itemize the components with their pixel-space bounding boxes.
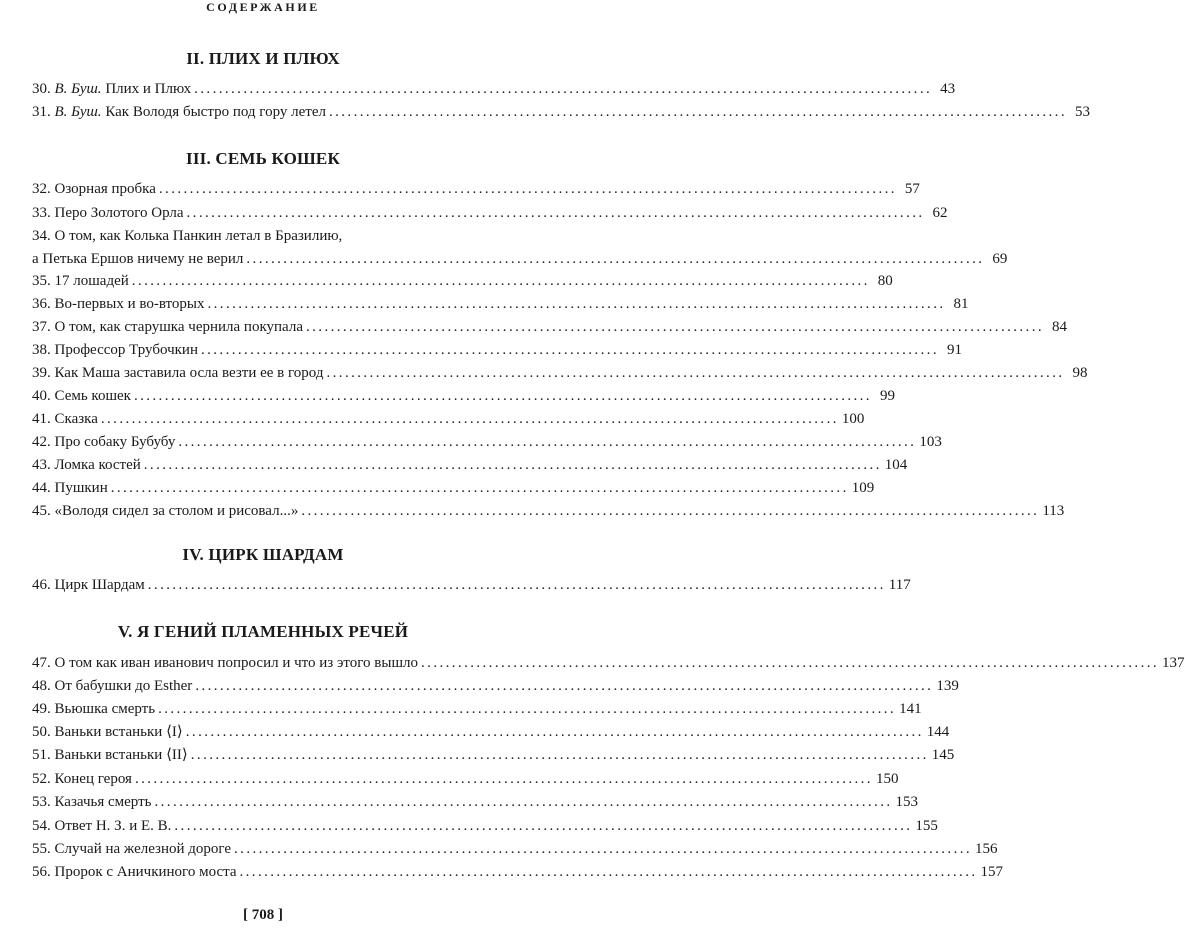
dot-leader: ........................................................................................................................	[134, 771, 873, 787]
entry-page: 117	[888, 577, 911, 593]
dot-leader: ........................................................................................................................	[110, 480, 849, 496]
toc-entry[interactable]	[32, 676, 959, 696]
dot-leader: ........................................................................................................................	[178, 434, 917, 450]
entry-title: Как Володя быстро под гору летел	[105, 104, 326, 120]
running-head: СОДЕРЖАНИЕ	[206, 0, 320, 14]
entry-number: 49.	[32, 701, 51, 717]
entry-page: 145	[931, 747, 955, 763]
entry-title: Сказка	[54, 411, 98, 427]
entry-number: 47.	[32, 655, 51, 671]
dot-leader: ........................................................................................................................	[421, 655, 1160, 671]
entry-page: 137	[1162, 655, 1185, 671]
entry-number: 44.	[32, 480, 51, 496]
toc-entry[interactable]	[32, 862, 1003, 882]
entry-number: 34.	[32, 228, 51, 244]
dot-leader: ........................................................................................................................	[194, 81, 933, 97]
entry-title: О том, как старушка чернила покупала	[54, 319, 303, 335]
section-title: IV. ЦИРК ШАРДАМ	[182, 545, 344, 564]
entry-number: 42.	[32, 434, 51, 450]
entry-number: 56.	[32, 864, 51, 880]
dot-leader: ........................................................................................................................	[195, 678, 934, 694]
toc-entry[interactable]	[32, 455, 908, 475]
entry-page: 157	[980, 864, 1003, 880]
toc-entry[interactable]	[32, 271, 893, 291]
entry-number: 33.	[32, 205, 51, 221]
entry-page: 155	[915, 818, 938, 834]
entry-title: О том как иван иванович попросил и что из этого вышло	[54, 655, 419, 671]
dot-leader: ........................................................................................................................	[143, 457, 882, 473]
entry-title: «Володя сидел за столом и рисовал...»	[54, 503, 299, 519]
dot-leader: ........................................................................................................................	[185, 724, 924, 740]
entry-page: 144	[926, 724, 950, 740]
entry-title: 17 лошадей	[54, 273, 129, 289]
entry-title: Вьюшка смерть	[54, 701, 156, 717]
dot-leader: ........................................................................................................................	[234, 841, 973, 857]
dot-leader: ........................................................................................................................	[158, 181, 897, 197]
entry-number: 36.	[32, 296, 51, 312]
dot-leader: ........................................................................................................................	[174, 818, 913, 834]
toc-entry[interactable]	[32, 102, 1090, 122]
toc-entry[interactable]	[32, 226, 1008, 269]
dot-leader: ........................................................................................................................	[301, 503, 1040, 519]
entry-title: Озорная пробка	[54, 181, 156, 197]
entry-page: 84	[1052, 319, 1067, 335]
entry-number: 30.	[32, 81, 51, 97]
entry-author: В. Буш.	[54, 81, 102, 97]
entry-title-continued: а Петька Ершов ничему не верил	[32, 251, 244, 267]
toc-entry[interactable]	[32, 792, 918, 812]
entry-author: В. Буш.	[54, 104, 102, 120]
entry-number: 32.	[32, 181, 51, 197]
page-number: [ 708 ]	[243, 907, 283, 923]
dot-leader: ........................................................................................................................	[190, 747, 929, 763]
toc-entry[interactable]	[32, 745, 955, 765]
dot-leader: ........................................................................................................................	[328, 104, 1067, 120]
section-title: II. ПЛИХ И ПЛЮХ	[186, 49, 340, 68]
dot-leader: ........................................................................................................................	[158, 701, 897, 717]
toc-entry[interactable]	[32, 769, 899, 789]
entry-page: 53	[1074, 104, 1090, 120]
entry-number: 41.	[32, 411, 51, 427]
toc-entry[interactable]	[32, 340, 962, 360]
toc-entry[interactable]	[32, 317, 1067, 337]
entry-page: 98	[1072, 365, 1088, 381]
entry-title: Пушкин	[54, 480, 108, 496]
entry-title: Во-первых и во-вторых	[54, 296, 205, 312]
entry-page: 62	[932, 205, 948, 221]
entry-number: 38.	[32, 342, 51, 358]
toc-entry[interactable]	[32, 179, 920, 199]
entry-page: 91	[946, 342, 962, 358]
toc-entry[interactable]	[32, 722, 950, 742]
toc-entry[interactable]	[32, 478, 875, 498]
entry-page: 100	[841, 411, 865, 427]
entry-page: 109	[851, 480, 875, 496]
entry-page: 113	[1042, 503, 1065, 519]
entry-number: 54.	[32, 818, 51, 834]
toc-entry[interactable]	[32, 575, 911, 595]
entry-page: 150	[875, 771, 899, 787]
entry-title: Конец героя	[54, 771, 132, 787]
entry-number: 43.	[32, 457, 51, 473]
dot-leader: ........................................................................................................................	[207, 296, 946, 312]
entry-number: 48.	[32, 678, 51, 694]
entry-title: Случай на железной дороге	[54, 841, 232, 857]
entry-title: Профессор Трубочкин	[54, 342, 198, 358]
toc-entry[interactable]	[32, 501, 1065, 521]
dot-leader: ........................................................................................................................	[200, 342, 939, 358]
entry-title: Плих и Плюх	[105, 81, 192, 97]
entry-number: 50.	[32, 724, 51, 740]
entry-page: 156	[975, 841, 998, 857]
section-title: III. СЕМЬ КОШЕК	[186, 149, 340, 168]
entry-number: 39.	[32, 365, 51, 381]
entry-title: Ваньки встаньки ⟨II⟩	[54, 747, 188, 763]
entry-title: Ломка костей	[54, 457, 141, 473]
dot-leader: ........................................................................................................................	[100, 411, 839, 427]
entry-title: Перо Золотого Орла	[54, 205, 184, 221]
dot-leader: ........................................................................................................................	[131, 273, 870, 289]
toc-entry[interactable]	[32, 699, 922, 719]
dot-leader: ........................................................................................................................	[246, 251, 985, 267]
toc-entry[interactable]	[32, 839, 998, 859]
entry-page: 139	[936, 678, 959, 694]
toc-entry[interactable]	[32, 816, 938, 836]
toc-entry[interactable]	[32, 294, 969, 314]
entry-title: Ваньки встаньки ⟨I⟩	[54, 724, 183, 740]
entry-number: 46.	[32, 577, 51, 593]
toc-entry[interactable]	[32, 409, 865, 429]
entry-number: 37.	[32, 319, 51, 335]
entry-number: 35.	[32, 273, 51, 289]
dot-leader: ........................................................................................................................	[306, 319, 1044, 335]
entry-page: 57	[904, 181, 920, 197]
entry-title: Ответ Н. З. и Е. В.	[54, 818, 172, 834]
entry-page: 153	[895, 794, 918, 810]
toc-entry[interactable]	[32, 363, 1088, 383]
entry-title: Семь кошек	[54, 388, 131, 404]
dot-leader: ........................................................................................................................	[326, 365, 1065, 381]
dot-leader: ........................................................................................................................	[186, 205, 925, 221]
toc-entry[interactable]	[32, 432, 942, 452]
toc-entry[interactable]	[32, 653, 1185, 673]
dot-leader: ........................................................................................................................	[133, 388, 872, 404]
entry-page: 80	[877, 273, 893, 289]
entry-page: 69	[992, 251, 1008, 267]
dot-leader: ........................................................................................................................	[154, 794, 893, 810]
entry-title: Про собаку Бубубу	[54, 434, 176, 450]
entry-number: 31.	[32, 104, 51, 120]
entry-number: 53.	[32, 794, 51, 810]
entry-title: Казачья смерть	[54, 794, 152, 810]
entry-title: От бабушки до Esther	[54, 678, 193, 694]
entry-title: Пророк с Аничкиного моста	[54, 864, 237, 880]
dot-leader: ........................................................................................................................	[147, 577, 886, 593]
entry-title: Цирк Шардам	[54, 577, 145, 593]
dot-leader: ........................................................................................................................	[239, 864, 978, 880]
entry-page: 81	[953, 296, 969, 312]
entry-page: 43	[940, 81, 956, 97]
toc-entry[interactable]	[32, 203, 948, 223]
toc-entry[interactable]	[32, 386, 895, 406]
entry-page: 104	[884, 457, 908, 473]
entry-number: 52.	[32, 771, 51, 787]
entry-title: Как Маша заставила осла везти ее в город	[54, 365, 324, 381]
entry-number: 51.	[32, 747, 51, 763]
entry-page: 99	[879, 388, 895, 404]
entry-number: 55.	[32, 841, 51, 857]
entry-title: О том, как Колька Панкин летал в Бразилию,	[54, 228, 343, 244]
section-title: V. Я ГЕНИЙ ПЛАМЕННЫХ РЕЧЕЙ	[117, 622, 409, 641]
toc-entry[interactable]	[32, 79, 956, 99]
entry-page: 141	[899, 701, 922, 717]
entry-number: 45.	[32, 503, 51, 519]
entry-number: 40.	[32, 388, 51, 404]
entry-page: 103	[919, 434, 942, 450]
